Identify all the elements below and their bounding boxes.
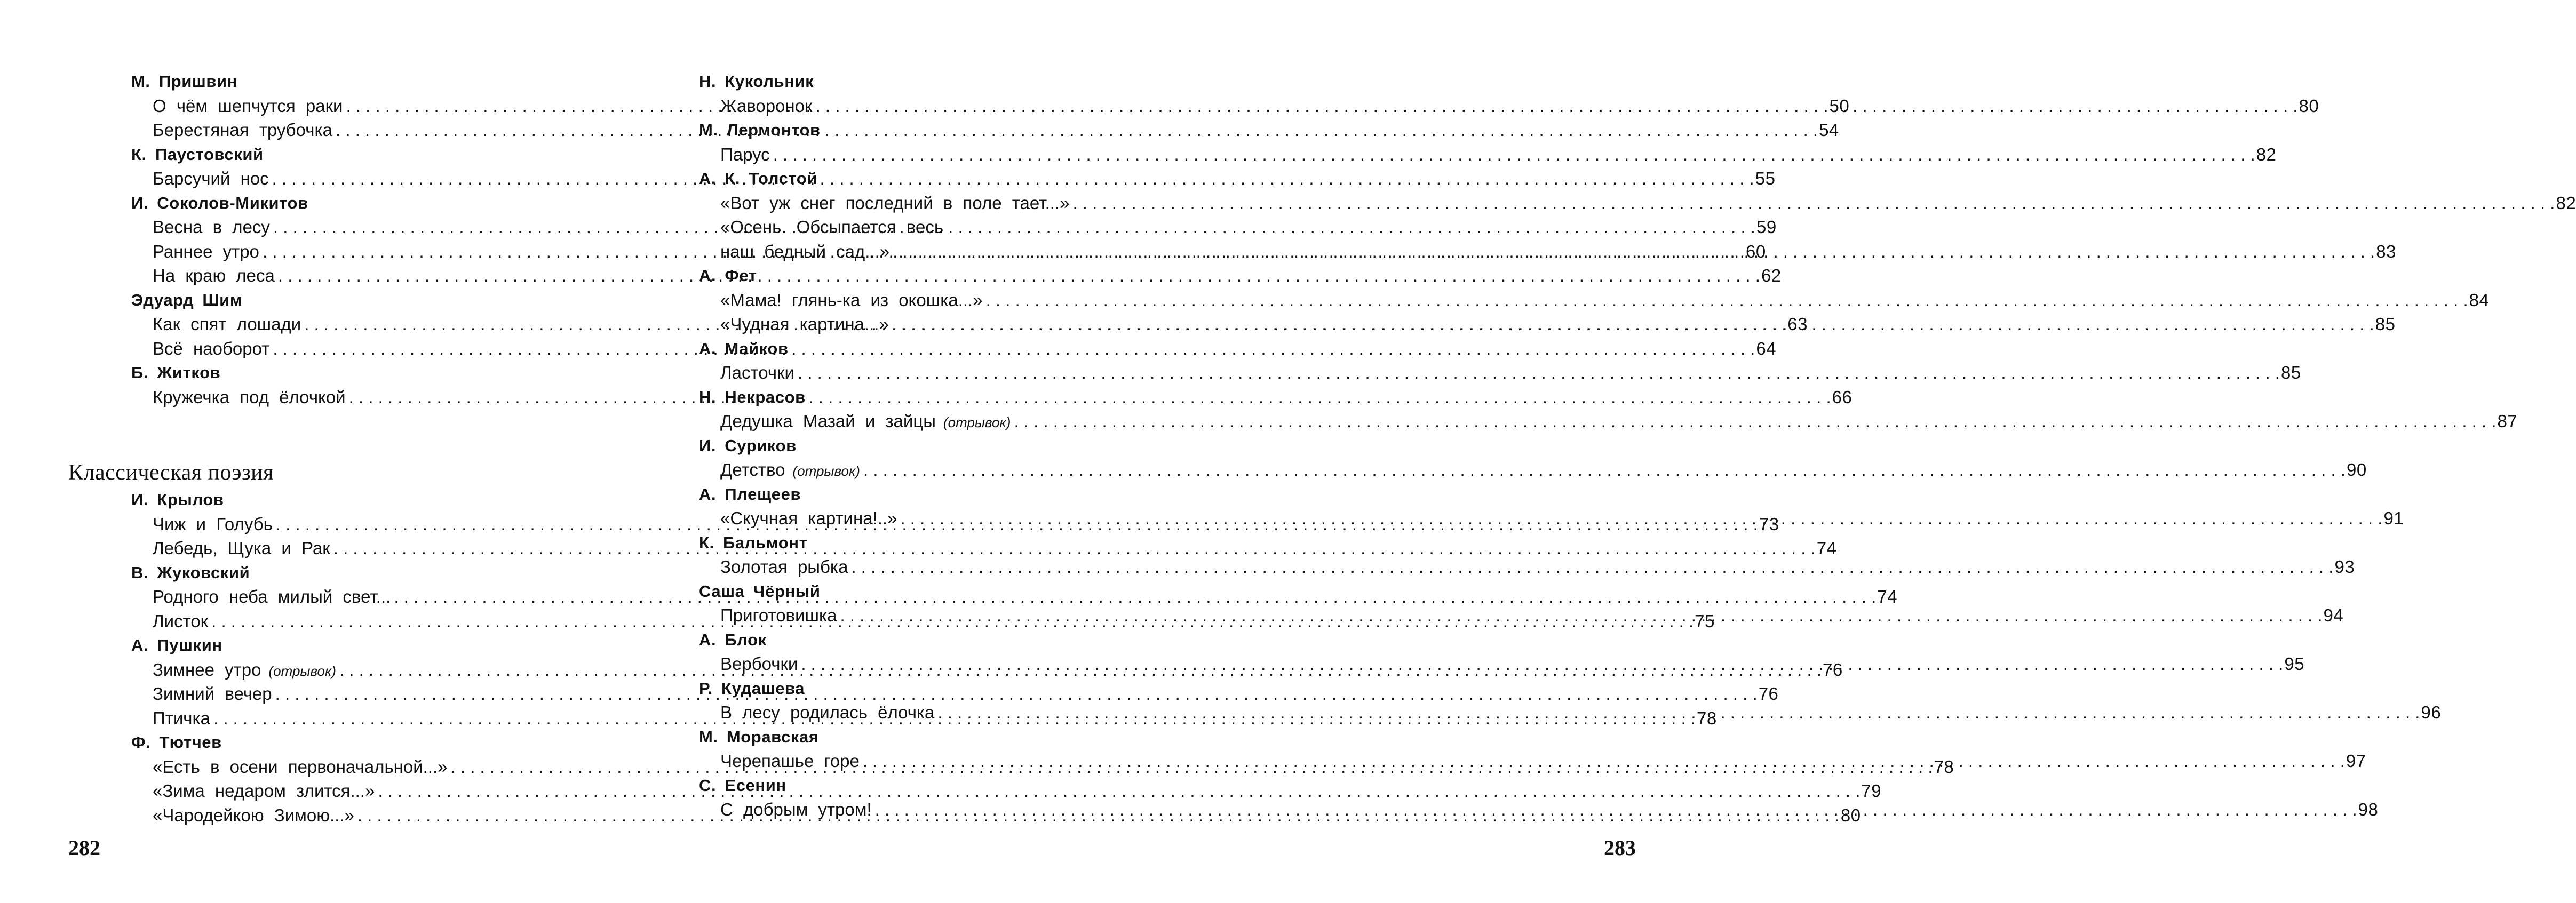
page-number: 74	[1877, 587, 1898, 606]
entry-title: Чиж и Голубь	[153, 514, 273, 534]
toc-entry	[699, 288, 2490, 313]
entry-title: «Мама! глянь-ка из окошка...»	[720, 290, 983, 310]
dot-leader	[934, 700, 2420, 725]
page-number: 74	[1816, 538, 1837, 558]
dot-leader	[889, 239, 2375, 264]
entry-title: Кружечка под ёлочкой	[153, 387, 346, 407]
page-number: 80	[1840, 805, 1861, 825]
page-number: 80	[2299, 95, 2319, 116]
author-heading: Саша Чёрный	[699, 581, 821, 601]
author-heading: С. Есенин	[699, 776, 786, 795]
author-heading: А. Блок	[699, 630, 767, 649]
author-heading: А. Майков	[699, 339, 789, 358]
page-number: 87	[2497, 411, 2518, 431]
page-number: 78	[1697, 708, 1717, 728]
dot-leader	[812, 94, 2297, 118]
toc-entry	[699, 361, 2301, 385]
entry-title: Как спят лошади	[153, 314, 301, 334]
entry-title: «Чародейкою Зимою...»	[153, 805, 354, 825]
author-heading: А. Пушкин	[131, 636, 222, 654]
dot-leader	[798, 652, 2283, 676]
page-number: 66	[1832, 387, 1853, 407]
author-heading: К. Бальмонт	[699, 533, 808, 552]
page-number: 83	[2376, 241, 2396, 261]
page-number: 93	[2334, 557, 2355, 577]
dot-leader	[872, 797, 2357, 822]
entry-title: Парус	[720, 144, 770, 164]
author-heading: В. Жуковский	[131, 563, 250, 582]
entry-title: Черепашье горе	[720, 751, 860, 771]
page-number: 97	[2346, 751, 2366, 771]
dot-leader	[1011, 409, 2496, 434]
entry-title: Барсучий нос	[153, 169, 269, 188]
author-heading: Н. Некрасов	[699, 387, 806, 406]
entry-title: «Зима недаром злится...»	[153, 781, 375, 801]
entry-title: Детство	[720, 460, 785, 480]
entry-title: В лесу родилась ёлочка	[720, 702, 935, 722]
author-heading: И. Суриков	[699, 436, 797, 455]
author-heading: Эдуард Шим	[131, 290, 243, 309]
page-number: 95	[2284, 654, 2305, 674]
dot-leader	[889, 312, 2374, 337]
dot-leader	[837, 603, 2323, 628]
entry-note: (отрывок)	[792, 463, 860, 479]
entry-title: Зимний вечер	[153, 684, 272, 704]
page-number: 82	[2256, 144, 2277, 164]
entry-title: Листок	[153, 611, 209, 631]
entry-title: Зимнее утро	[153, 659, 261, 680]
section-spacer	[68, 409, 542, 458]
dot-leader	[897, 506, 2382, 531]
author-heading: Р. Кудашева	[699, 678, 805, 698]
page-number: 85	[2375, 314, 2396, 334]
entry-title: На краю леса	[153, 266, 275, 285]
entry-title: Берестяная трубочка	[153, 120, 333, 140]
dot-leader	[794, 361, 2280, 385]
author-heading: Н. Кукольник	[699, 72, 814, 91]
section-title: Классическая поэзия	[68, 460, 274, 485]
entry-title: Жаворонок	[720, 95, 813, 116]
entry-note: (отрывок)	[268, 662, 336, 679]
page-number: 82	[2556, 193, 2576, 213]
author-heading: И. Крылов	[131, 490, 224, 509]
author-heading: М. Моравская	[699, 727, 819, 746]
page-number: 59	[1756, 217, 1777, 237]
entry-title: Приготовишка	[720, 605, 837, 625]
entry-title: Золотая рыбка	[720, 557, 848, 577]
entry-title: «Вот уж снег последний в поле тает...»	[720, 193, 1070, 213]
entry-title: Ласточки	[720, 363, 794, 382]
entry-title: Вербочки	[720, 654, 798, 674]
author-heading: М. Лермонтов	[699, 121, 821, 139]
page-number: 96	[2421, 702, 2442, 722]
author-heading: К. Паустовский	[131, 145, 264, 164]
page-number: 78	[1934, 756, 1954, 777]
entry-note: (отрывок)	[943, 414, 1011, 430]
entry-title: Родного неба милый свет...	[153, 587, 391, 606]
author-heading: А. К. Толстой	[699, 169, 817, 188]
page-number: 55	[1755, 169, 1776, 188]
toc-entry	[699, 555, 2355, 579]
page-number: 60	[1745, 241, 1766, 261]
entry-title: О чём шепчутся раки	[153, 95, 343, 116]
page-number: 64	[1756, 338, 1777, 358]
dot-leader	[848, 555, 2333, 579]
page-number: 62	[1761, 266, 1782, 285]
author-heading: А. Фет	[699, 266, 757, 285]
page-number: 75	[1695, 611, 1715, 631]
toc-entry	[699, 191, 2576, 215]
author-heading: М. Пришвин	[131, 72, 237, 91]
entry-title: «Чудная картина...»	[720, 314, 889, 334]
page-number: 94	[2323, 605, 2344, 625]
toc-entry	[699, 409, 2518, 434]
page-number: 54	[1819, 120, 1839, 140]
page-number: 73	[1759, 514, 1779, 534]
dot-leader	[1069, 191, 2555, 215]
entry-title: С добрым утром!	[720, 800, 872, 819]
dot-leader	[983, 288, 2468, 313]
page-number: 98	[2358, 800, 2379, 819]
entry-title: Дедушка Мазай и зайцы	[720, 411, 936, 431]
page-number: 76	[1758, 684, 1779, 704]
entry-title: наш бедный сад...»	[720, 241, 890, 261]
page-folio-left: 282	[68, 836, 100, 860]
author-heading: Б. Житков	[131, 363, 221, 382]
page-number: 85	[2281, 363, 2301, 382]
page-number: 50	[1829, 95, 1850, 116]
entry-title: «Скучная картина!..»	[720, 508, 897, 528]
dot-leader	[860, 458, 2346, 482]
entry-title: Раннее утро	[153, 241, 259, 261]
entry-title: Весна в лесу	[153, 217, 270, 237]
entry-title: Лебедь, Щука и Рак	[153, 538, 330, 558]
page-number: 76	[1823, 659, 1843, 680]
page-number: 90	[2347, 460, 2367, 480]
page-number: 63	[1787, 314, 1808, 334]
entry-title: Птичка	[153, 708, 210, 728]
page-number: 79	[1861, 781, 1882, 801]
entry-title: «Есть в осени первоначальной...»	[153, 756, 448, 777]
author-heading: Ф. Тютчев	[131, 733, 222, 752]
entry-title: Всё наоборот	[153, 338, 270, 358]
dot-leader	[770, 142, 2255, 167]
toc-entry	[699, 458, 2367, 482]
page-number: 91	[2383, 508, 2404, 528]
author-heading: И. Соколов-Микитов	[131, 193, 308, 212]
dot-leader	[860, 749, 2345, 773]
page-number: 84	[2469, 290, 2490, 310]
page-folio-right: 283	[1604, 836, 1636, 860]
toc-entry	[699, 142, 2277, 167]
entry-title-first-line: «Осень. Обсыпается весь	[720, 217, 944, 237]
author-heading: А. Плещеев	[699, 484, 801, 504]
